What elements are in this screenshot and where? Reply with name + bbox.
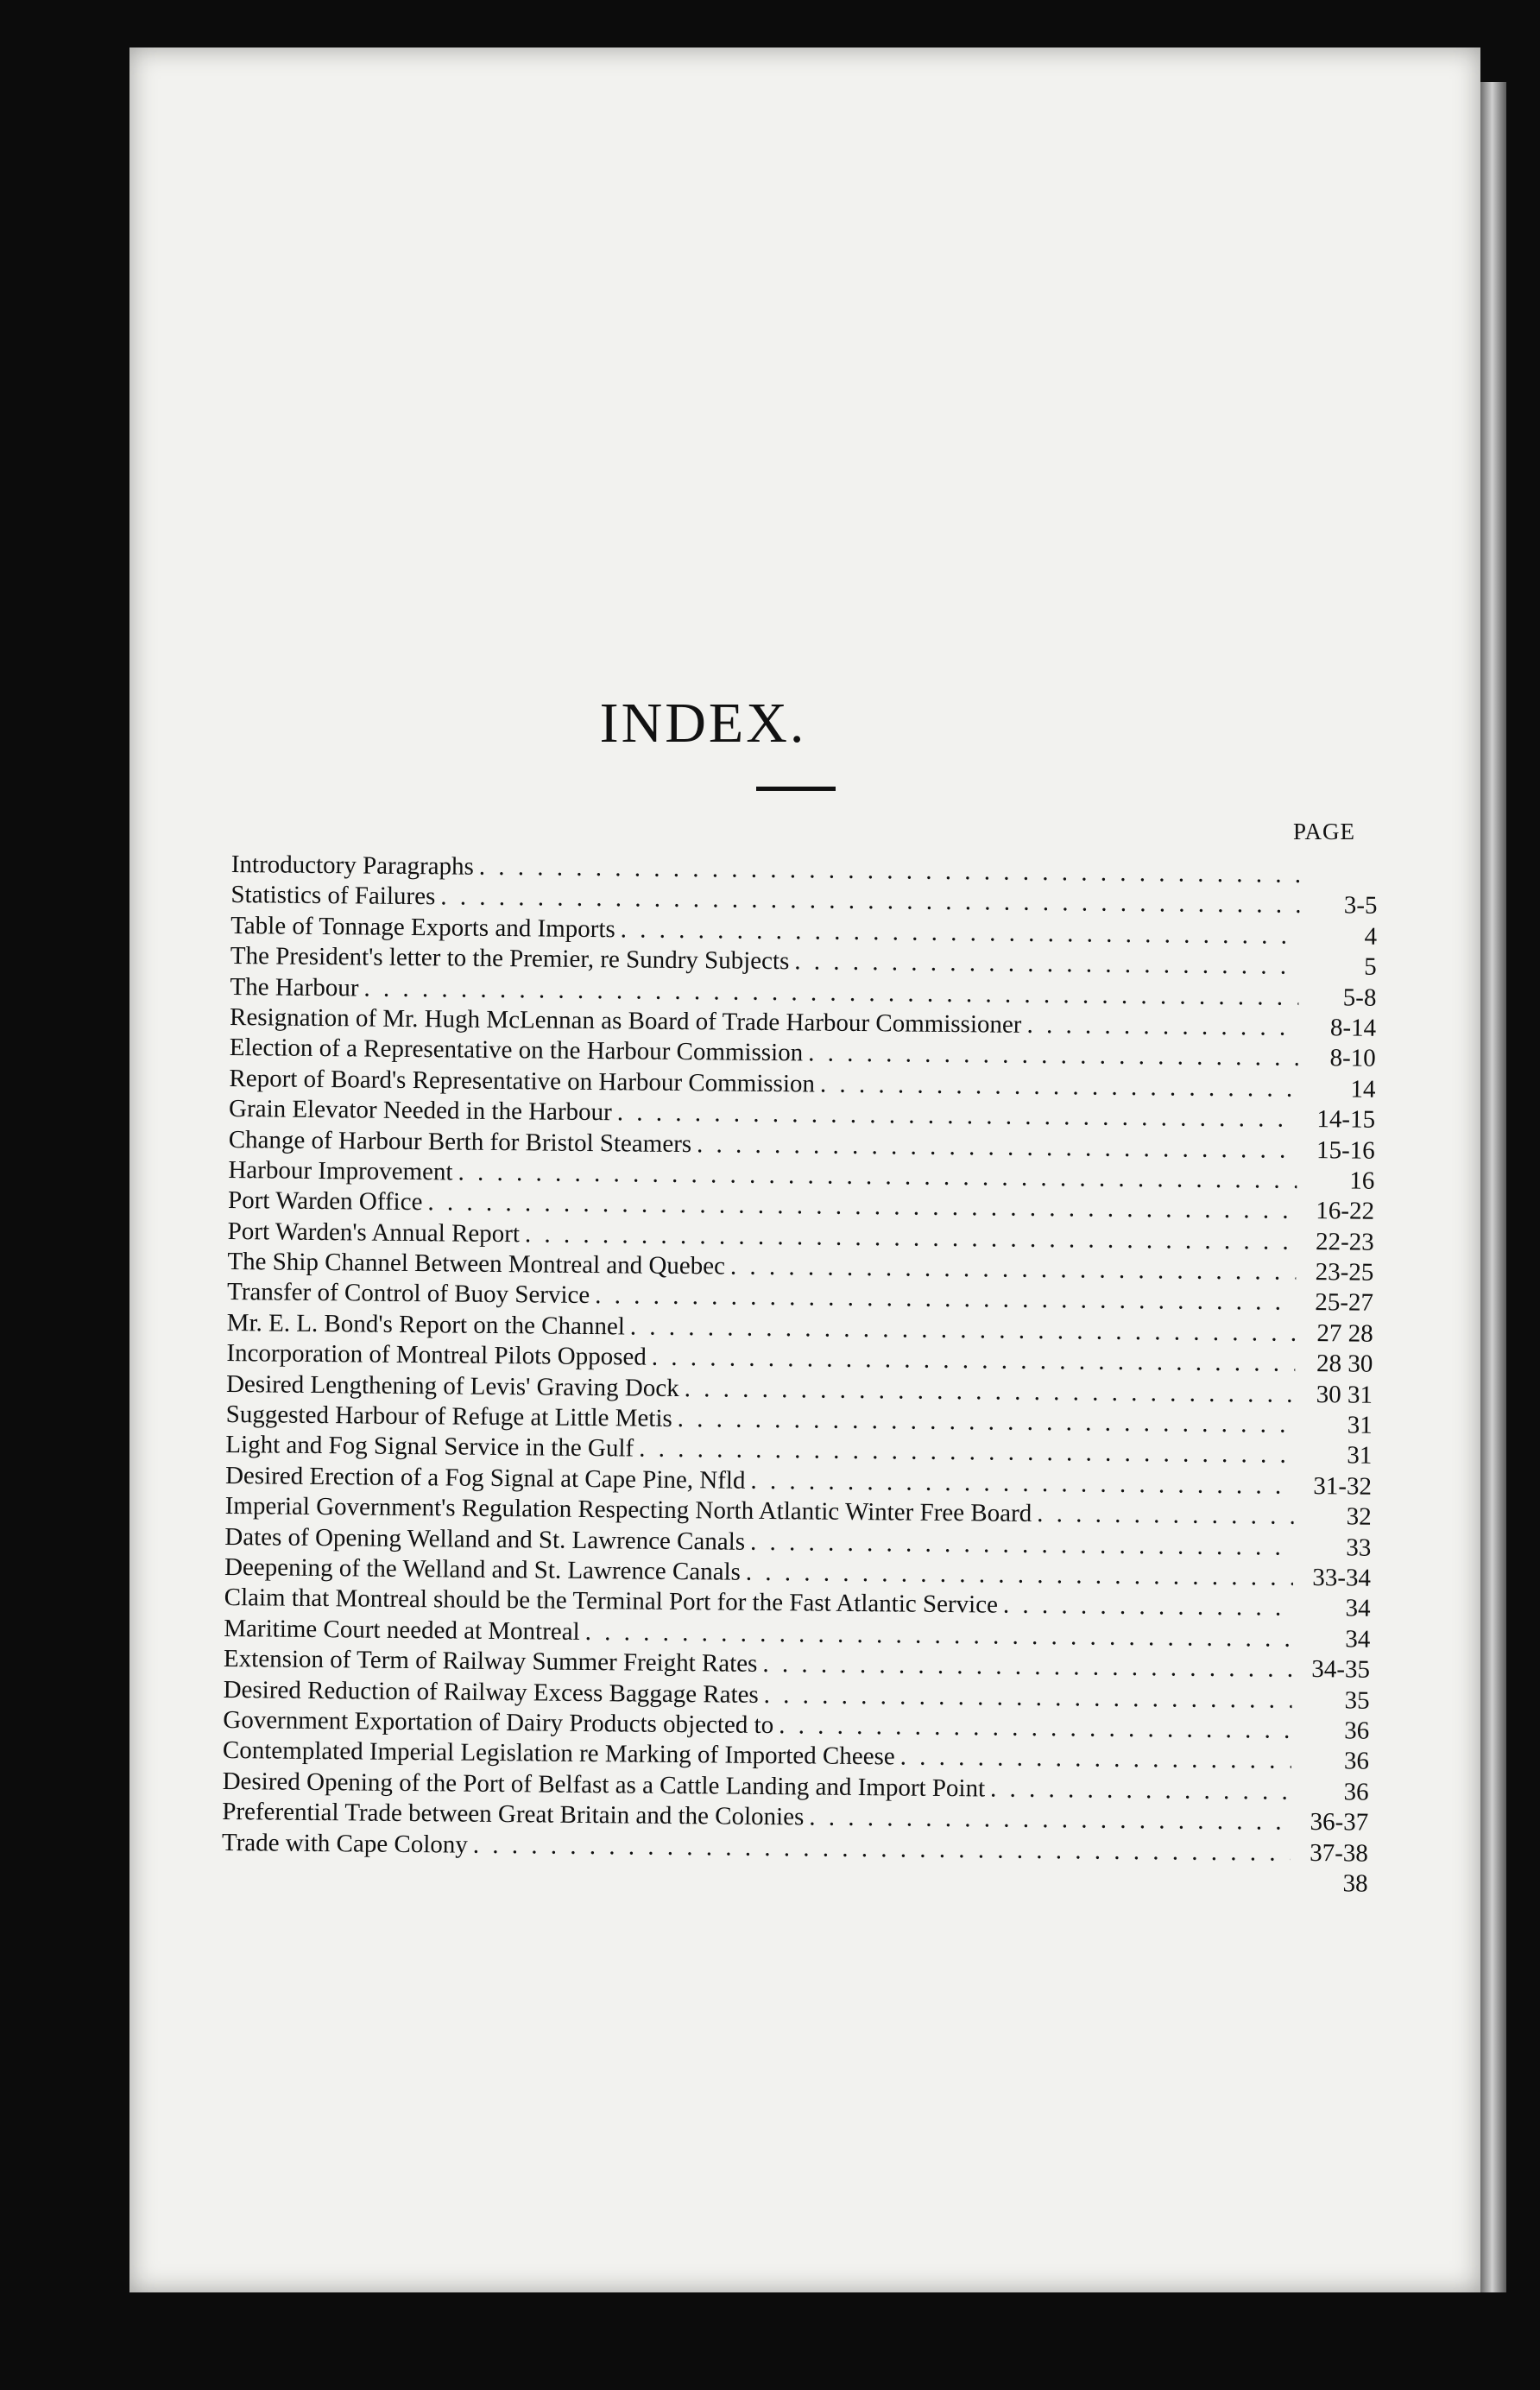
leader-dots — [741, 1559, 1293, 1592]
entry-label: Port Warden's Annual Report — [227, 1217, 521, 1248]
leader-dots — [647, 1344, 1296, 1378]
entry-page: 16-22 — [1316, 1197, 1375, 1226]
entry-page: 8-10 — [1329, 1044, 1376, 1073]
entry-page: 35 — [1344, 1685, 1370, 1715]
entry-page: 22-23 — [1315, 1227, 1374, 1256]
entry-page: 14 — [1350, 1075, 1376, 1103]
entry-page: 34 — [1345, 1594, 1371, 1623]
entry-label: Transfer of Control of Buoy Service — [226, 1278, 590, 1310]
entry-label: Mr. E. L. Bond's Report on the Channel — [226, 1308, 626, 1341]
entry-page: 34 — [1345, 1625, 1371, 1653]
entry-label: Dates of Opening Welland and St. Lawrence Canals — [224, 1522, 746, 1556]
entry-label: Table of Tonnage Exports and Imports — [230, 911, 615, 944]
entry-label: Claim that Montreal should be the Terminal Port for the Fast Atlantic Service — [224, 1584, 999, 1619]
page-title: INDEX. — [599, 692, 807, 755]
leader-dots — [985, 1774, 1291, 1805]
entry-label: Trade with Cape Colony — [221, 1828, 469, 1859]
leader-dots — [691, 1130, 1297, 1165]
entry-page: 28 30 — [1316, 1350, 1373, 1378]
entry-page: 14-15 — [1316, 1105, 1376, 1134]
entry-label: Desired Reduction of Railway Excess Baggage Rates — [223, 1675, 759, 1709]
leader-dots — [1021, 1011, 1298, 1042]
entry-page: 25-27 — [1315, 1288, 1374, 1318]
entry-page: 23-25 — [1315, 1258, 1374, 1287]
trailing-page-number: 38 — [1342, 1869, 1368, 1898]
leader-dots — [612, 1098, 1298, 1134]
leader-dots — [745, 1527, 1294, 1561]
entry-page: 3-5 — [1343, 891, 1378, 920]
entry-page: 16 — [1349, 1167, 1375, 1195]
leader-dots — [815, 1070, 1298, 1103]
entry-label: The Harbour — [230, 972, 359, 1002]
entry-page: 36-37 — [1310, 1808, 1369, 1837]
leader-dots — [590, 1281, 1296, 1317]
entry-label: Harbour Improvement — [228, 1155, 453, 1186]
entry-label: Port Warden Office — [227, 1186, 423, 1217]
entry-page — [1300, 882, 1378, 883]
entry-label: Preferential Trade between Great Britain and the Colonies — [222, 1798, 805, 1831]
leader-dots — [745, 1467, 1294, 1501]
entry-page: 32 — [1346, 1502, 1372, 1531]
entry-page: 33 — [1346, 1533, 1372, 1562]
leader-dots — [759, 1680, 1292, 1714]
entry-page: 33-34 — [1312, 1564, 1372, 1592]
leader-dots — [579, 1618, 1292, 1653]
entry-page: 15-16 — [1316, 1135, 1375, 1165]
entry-page: 30 31 — [1316, 1380, 1373, 1409]
leader-dots — [615, 915, 1300, 951]
document-page — [129, 47, 1480, 2292]
entry-label: Desired Opening of the Port of Belfast as a Cattle Landing and Import Point — [222, 1767, 986, 1803]
entry-label: Suggested Harbour of Refuge at Little Metis — [225, 1400, 672, 1432]
entry-label: Light and Fog Signal Service in the Gulf — [225, 1431, 634, 1463]
leader-dots — [757, 1650, 1292, 1684]
entry-page: 31-32 — [1313, 1471, 1373, 1501]
leader-dots — [803, 1040, 1298, 1073]
leader-dots — [804, 1804, 1291, 1837]
leader-dots — [672, 1405, 1295, 1439]
entry-label: The President's letter to the Premier, re Sundry Subjects — [230, 942, 790, 976]
title-rule — [756, 787, 836, 791]
entry-label: Incorporation of Montreal Pilots Opposed — [226, 1339, 647, 1371]
entry-label: Introductory Paragraphs — [230, 850, 475, 881]
entry-label: Imperial Government's Regulation Respecting North Atlantic Winter Free Board — [224, 1492, 1032, 1528]
entry-page: 31 — [1347, 1411, 1373, 1439]
next-page-edge — [1480, 82, 1506, 2292]
entry-label: Deepening of the Welland and St. Lawrence Canals — [224, 1552, 742, 1586]
entry-label: Desired Lengthening of Levis' Graving Dock — [225, 1369, 679, 1402]
entry-page: 4 — [1364, 922, 1378, 951]
entry-page: 27 28 — [1316, 1318, 1373, 1348]
entry-page: 34-35 — [1311, 1655, 1371, 1684]
entry-page: 31 — [1347, 1441, 1373, 1470]
entry-page: 36 — [1343, 1747, 1370, 1776]
leader-dots — [634, 1435, 1294, 1470]
entry-label: Extension of Term of Railway Summer Freight Rates — [223, 1645, 758, 1679]
entry-label: The Ship Channel Between Montreal and Quebec — [227, 1248, 726, 1280]
entry-label: Report of Board's Representative on Harbour Commission — [229, 1064, 816, 1098]
leader-dots — [895, 1743, 1292, 1775]
leader-dots — [1032, 1500, 1294, 1531]
entry-label: Desired Erection of a Fog Signal at Cape Pine, Nfld — [224, 1461, 746, 1495]
entry-label: Change of Harbour Berth for Bristol Steamers — [228, 1125, 692, 1158]
leader-dots — [789, 947, 1299, 981]
entry-page: 5-8 — [1342, 983, 1377, 1012]
entry-page: 8-14 — [1329, 1014, 1377, 1042]
entry-page: 5 — [1364, 952, 1377, 981]
leader-dots — [773, 1711, 1291, 1745]
entry-label: Grain Elevator Needed in the Harbour — [228, 1095, 612, 1127]
entry-label: Maritime Court needed at Montreal — [224, 1614, 580, 1646]
index-entries — [221, 850, 1377, 1900]
entry-label: Resignation of Mr. Hugh McLennan as Board of Trade Harbour Commissioner — [229, 1002, 1022, 1039]
leader-dots — [625, 1312, 1296, 1347]
entry-page: 36 — [1343, 1778, 1369, 1806]
leader-dots — [998, 1591, 1293, 1622]
entry-label: Statistics of Failures — [230, 881, 436, 911]
entry-label: Government Exportation of Dairy Products objected to — [223, 1705, 774, 1740]
leader-dots — [679, 1375, 1296, 1409]
entry-page: 37-38 — [1310, 1838, 1369, 1868]
entry-label: Contemplated Imperial Legislation re Marking of Imported Cheese — [222, 1736, 895, 1771]
entry-page: 36 — [1344, 1717, 1370, 1745]
leader-dots — [725, 1253, 1297, 1287]
entry-label: Election of a Representative on the Harbour Commission — [229, 1034, 804, 1067]
page-column-heading: PAGE — [1293, 819, 1356, 844]
